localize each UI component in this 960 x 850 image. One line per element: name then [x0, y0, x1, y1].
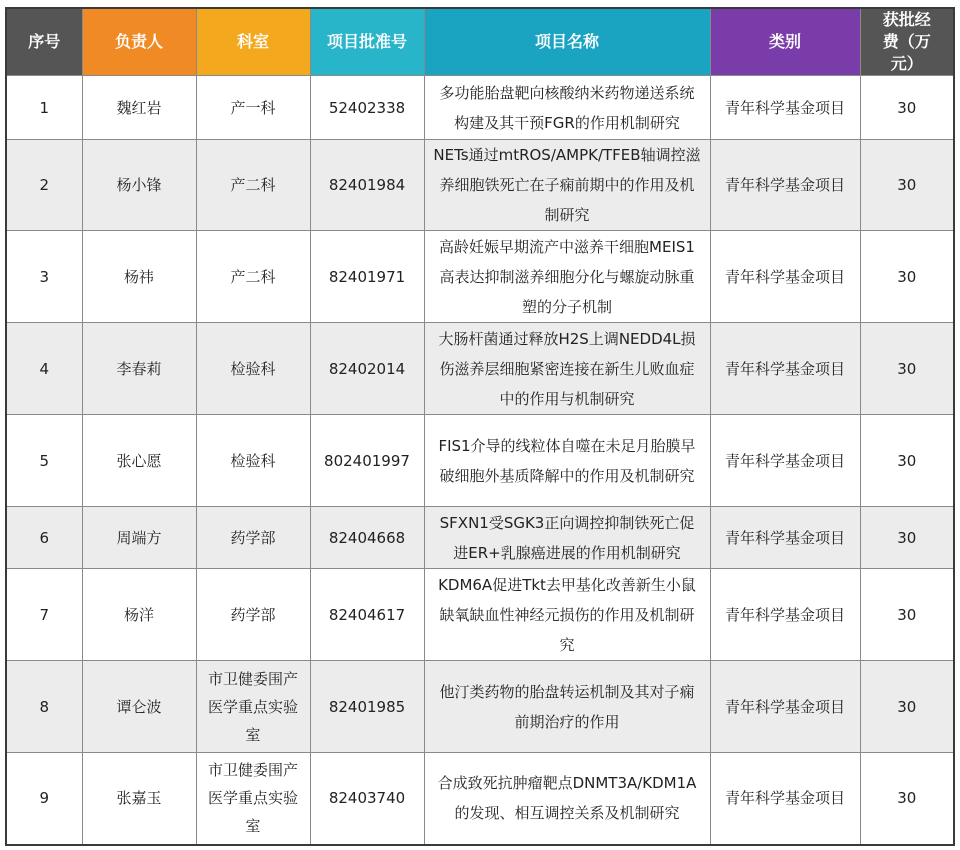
cell-category: 青年科学基金项目 [710, 140, 860, 231]
cell-code: 82401971 [310, 231, 424, 323]
cell-funding: 30 [860, 323, 954, 415]
cell-leader: 杨洋 [82, 569, 196, 661]
cell-leader: 李春莉 [82, 323, 196, 415]
cell-funding: 30 [860, 140, 954, 231]
header-title: 项目名称 [424, 8, 710, 76]
cell-no: 2 [6, 140, 82, 231]
header-leader: 负责人 [82, 8, 196, 76]
header-no: 序号 [6, 8, 82, 76]
cell-code: 82401984 [310, 140, 424, 231]
project-table [5, 7, 955, 846]
cell-leader: 杨小锋 [82, 140, 196, 231]
header-code: 项目批准号 [310, 8, 424, 76]
cell-no: 8 [6, 661, 82, 753]
cell-category: 青年科学基金项目 [710, 76, 860, 140]
cell-title: 他汀类药物的胎盘转运机制及其对子痫前期治疗的作用 [424, 661, 710, 753]
cell-dept: 产二科 [196, 140, 310, 231]
cell-title: 大肠杆菌通过释放H2S上调NEDD4L损伤滋养层细胞紧密连接在新生儿败血症中的作用与机制研究 [424, 323, 710, 415]
cell-dept: 检验科 [196, 323, 310, 415]
cell-category: 青年科学基金项目 [710, 323, 860, 415]
cell-funding: 30 [860, 569, 954, 661]
cell-category: 青年科学基金项目 [710, 415, 860, 507]
cell-code: 82401985 [310, 661, 424, 753]
table-body [6, 76, 954, 845]
cell-leader: 魏红岩 [82, 76, 196, 140]
cell-title: FIS1介导的线粒体自噬在未足月胎膜早破细胞外基质降解中的作用及机制研究 [424, 415, 710, 507]
header-funding: 获批经费（万元） [860, 8, 954, 76]
cell-category: 青年科学基金项目 [710, 507, 860, 569]
cell-dept: 市卫健委围产医学重点实验室 [196, 753, 310, 845]
header-dept: 科室 [196, 8, 310, 76]
cell-code: 82404668 [310, 507, 424, 569]
cell-code: 802401997 [310, 415, 424, 507]
cell-no: 4 [6, 323, 82, 415]
cell-title: KDM6A促进Tkt去甲基化改善新生小鼠缺氧缺血性神经元损伤的作用及机制研究 [424, 569, 710, 661]
cell-title: NETs通过mtROS/AMPK/TFEB轴调控滋养细胞铁死亡在子痫前期中的作用及机制研究 [424, 140, 710, 231]
cell-funding: 30 [860, 661, 954, 753]
cell-funding: 30 [860, 415, 954, 507]
table-row [6, 231, 954, 323]
cell-category: 青年科学基金项目 [710, 661, 860, 753]
header-category: 类别 [710, 8, 860, 76]
cell-leader: 张嘉玉 [82, 753, 196, 845]
cell-title: SFXN1受SGK3正向调控抑制铁死亡促进ER+乳腺癌进展的作用机制研究 [424, 507, 710, 569]
cell-no: 7 [6, 569, 82, 661]
cell-leader: 谭仑波 [82, 661, 196, 753]
cell-category: 青年科学基金项目 [710, 569, 860, 661]
cell-no: 3 [6, 231, 82, 323]
cell-no: 6 [6, 507, 82, 569]
cell-code: 82404617 [310, 569, 424, 661]
cell-category: 青年科学基金项目 [710, 753, 860, 845]
cell-no: 1 [6, 76, 82, 140]
cell-dept: 产一科 [196, 76, 310, 140]
cell-dept: 市卫健委围产医学重点实验室 [196, 661, 310, 753]
cell-leader: 杨祎 [82, 231, 196, 323]
cell-leader: 张心愿 [82, 415, 196, 507]
table-header-row [6, 8, 954, 76]
cell-category: 青年科学基金项目 [710, 231, 860, 323]
cell-code: 52402338 [310, 76, 424, 140]
cell-code: 82403740 [310, 753, 424, 845]
cell-title: 合成致死抗肿瘤靶点DNMT3A/KDM1A的发现、相互调控关系及机制研究 [424, 753, 710, 845]
cell-title: 多功能胎盘靶向核酸纳米药物递送系统构建及其干预FGR的作用机制研究 [424, 76, 710, 140]
cell-no: 5 [6, 415, 82, 507]
table-row [6, 323, 954, 415]
cell-leader: 周端方 [82, 507, 196, 569]
table-row [6, 415, 954, 507]
table-row [6, 76, 954, 140]
cell-dept: 检验科 [196, 415, 310, 507]
project-table-container [5, 7, 953, 846]
cell-dept: 药学部 [196, 507, 310, 569]
cell-funding: 30 [860, 76, 954, 140]
table-row [6, 569, 954, 661]
table-row [6, 507, 954, 569]
table-row [6, 753, 954, 845]
cell-funding: 30 [860, 231, 954, 323]
table-row [6, 140, 954, 231]
table-row [6, 661, 954, 753]
cell-funding: 30 [860, 507, 954, 569]
cell-title: 高龄妊娠早期流产中滋养干细胞MEIS1高表达抑制滋养细胞分化与螺旋动脉重塑的分子机制 [424, 231, 710, 323]
cell-no: 9 [6, 753, 82, 845]
cell-code: 82402014 [310, 323, 424, 415]
cell-dept: 药学部 [196, 569, 310, 661]
cell-dept: 产二科 [196, 231, 310, 323]
cell-funding: 30 [860, 753, 954, 845]
